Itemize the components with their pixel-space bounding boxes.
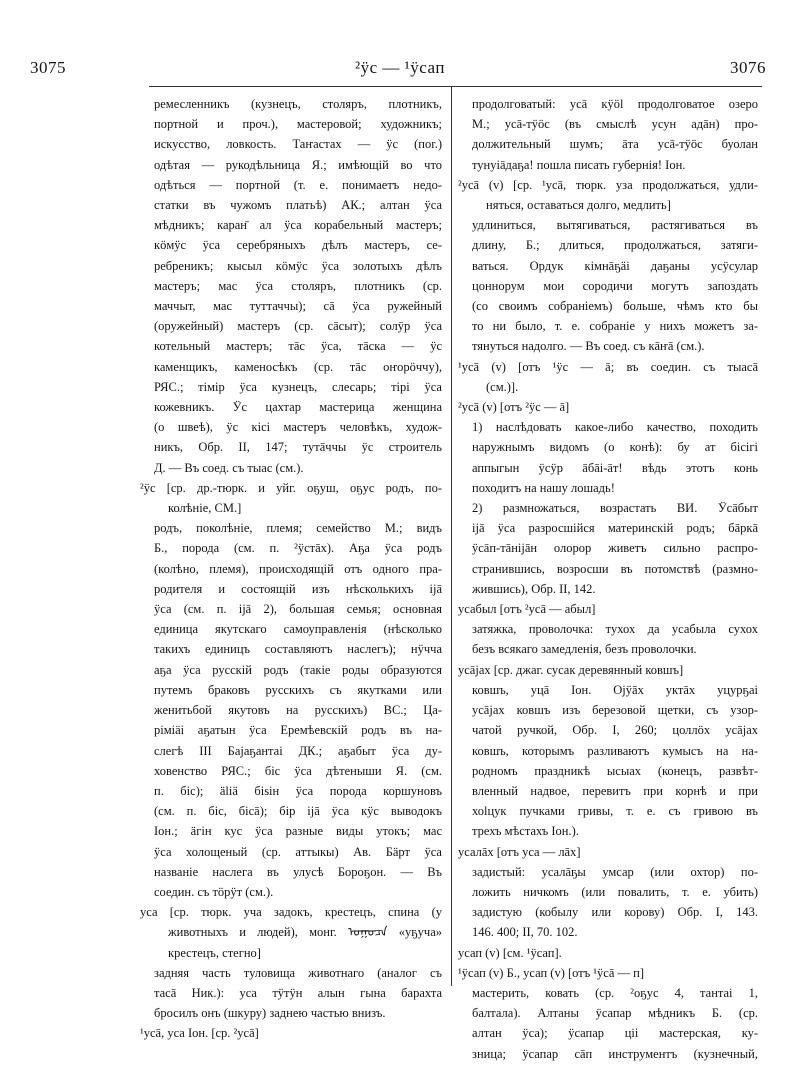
page-number-left: 3075 <box>30 58 66 77</box>
text-line: усājах ковшъ изъ березовой щетки, съ узор- <box>472 703 758 718</box>
text-line: ²ӱс [ср. др.-тюрк. и уйг. оҕуш, оҕус родъ, по- <box>140 480 442 495</box>
text-line: портной и проч.), мастеровой; художникъ; <box>154 117 442 132</box>
text-line: РЯС.; тімір ӱса кузнецъ, слесарь; тірі ӱса <box>154 379 442 394</box>
right-column <box>458 94 758 1064</box>
text-line: тянуться надолго. — Въ соед. съ кāҥā (см.). <box>472 339 705 354</box>
text-line: женитьбой якутовъ на русскихъ) ВС.; Ца- <box>154 703 442 718</box>
text-line: мастерить, ковать (ср. ²оҕус 4, тантаі 1, <box>472 985 758 1000</box>
text-line: (см. п. біс, бісā); бір іјā ӱса кӱс выводокъ <box>154 804 442 819</box>
text-line: статки въ чужомъ платьѣ) АК.; алтан ӱса <box>154 198 442 213</box>
text-line: іјā ӱса разросшійся материнскій родъ; бāркā <box>472 521 758 536</box>
text-line: ремесленникъ (кузнецъ, столяръ, плотникъ, <box>154 97 442 111</box>
text-line: ²усā (v) [отъ ²ӱс — ā] <box>458 400 570 415</box>
text-line: ковшъ, которымъ разливаютъ кумысъ на на- <box>472 743 758 758</box>
text-line: кӧмӱс ӱса серебряныхъ дѣлъ мастеръ, се- <box>154 238 442 253</box>
text-line: хоlцук пучками гривы, т. е. съ гривою въ <box>472 804 758 819</box>
text-line: родномъ праздникѣ ысыах (конецъ, развѣт- <box>472 763 758 778</box>
text-line: ховенство РЯС.; біс ӱса дѣтеныши Я. (см. <box>154 763 442 778</box>
text-line: ӱса (см. п. іјā 2), большая семья; основная <box>154 602 442 617</box>
text-line: п. біс); äliä біѕін ӱса порода коршуновъ <box>154 783 442 798</box>
text-line: затяжка, проволочка: тухох да усабыла сухох <box>472 622 758 637</box>
text-line: (колѣно, племя), происходящій отъ одного пра- <box>154 561 442 576</box>
text-line: мастеръ; мас ӱса столяръ, плотникъ (ср. <box>154 278 442 293</box>
text-line: бросилъ онъ (шкуру) заднею частью внизъ. <box>154 1006 386 1021</box>
text-line: колѣніе, СМ.] <box>168 501 242 516</box>
text-line: ¹усā (v) [отъ ¹ӱс — ā; въ соедин. съ тыасā <box>458 359 758 374</box>
text-line: искусство, ловкость. Таҥастах — ӱс (поr.) <box>154 137 442 152</box>
text-line: Іон.; äгін кус ӱса разные виды утокъ; мас <box>154 824 442 839</box>
text-line: ложить ничкомъ (или повалить, т. е. убить) <box>472 884 758 899</box>
text-line: ріміäі аҕатын ӱса Еремѣевскій родъ въ на- <box>154 723 442 738</box>
text-line: 146. 400; II, 70. 102. <box>472 925 578 940</box>
header-entry-range: ²ӱс — ¹ӱсап <box>355 58 445 77</box>
text-line: то ни было, т. е. собраніе у нихъ можетъ за- <box>472 319 758 334</box>
text-line: тасā Ник.): уса тӱтӱн алын гына барахта <box>154 985 442 1000</box>
text-line: зница; ӱсапар сāп инструментъ (кузнечный, <box>472 1046 758 1061</box>
text-line: одѣтая — рукодѣльница Я.; имѣющій во что <box>154 157 442 172</box>
text-line: ¹ӱсап (v) Б., усап (v) [отъ ¹ӱсā — п] <box>458 965 644 980</box>
text-line: няться, оставаться долго, медлить] <box>486 198 671 213</box>
text-line: 1) наслѣдовать какое-либо качество, походить <box>472 420 758 435</box>
text-line: путемъ браковъ русскихъ съ якутками или <box>154 682 442 697</box>
text-line: ӱсāп-тāнiјāн олорор живетъ сильно распро- <box>472 541 758 556</box>
text-line: животныхъ и людей), монг. ᠤᠭᠤᠴᠠ «уҕуча» <box>168 925 442 940</box>
text-line: крестецъ, стегно] <box>168 945 261 960</box>
text-line: 2) размножаться, возрастать ВИ. Ӱсāбыт <box>472 501 758 516</box>
text-line: безъ всякаго замедленія, безъ проволочки. <box>472 642 697 657</box>
text-line: продолговатый: усā кӱӧl продолговатое озеро <box>472 97 758 111</box>
text-line: М.; усā-тӱӧс (въ смыслѣ усун адāн) про- <box>472 117 758 132</box>
text-line: одѣться — портной (т. е. понимаетъ недо- <box>154 177 442 192</box>
text-line: задистый: усалāҕы умсар (или охтор) по- <box>472 864 758 879</box>
column-divider <box>451 86 452 986</box>
left-column <box>140 94 442 1044</box>
text-line: удлиниться, вытягиваться, растягиваться въ <box>472 218 758 233</box>
header-rule <box>149 86 762 87</box>
text-line: мѣдникъ; каран̄ ал ӱса корабельный мастеръ; <box>154 218 442 233</box>
text-line: Б., порода (см. п. ²ӱстāх). Аҕа ӱса родъ <box>154 541 442 556</box>
text-line: трехъ мѣстахъ Іон.). <box>472 824 579 839</box>
text-line: усап (v) [см. ¹ӱсап]. <box>458 945 562 960</box>
text-line: единица якутскаго самоуправленія (нѣсколько <box>154 622 442 637</box>
text-line: (со своимъ собраніемъ) больше, чѣмъ кто бы <box>472 299 758 314</box>
text-line: никъ, Обр. II, 147; тутāччы ӱс строитель <box>154 440 442 455</box>
text-line: ²усā (v) [ср. ¹усā, тюрк. уза продолжаться, удли- <box>458 177 758 192</box>
text-line: Д. — Въ соед. съ тыас (см.). <box>154 460 304 475</box>
text-line: ¹усā, уса Іон. [ср. ²усā] <box>140 1026 259 1041</box>
running-header <box>0 58 800 82</box>
text-line: задистую (кобылу или корову) Обр. I, 143. <box>472 905 758 920</box>
text-line: вленный надвое, перевитъ при корнѣ и при <box>472 783 758 798</box>
text-line: усалāх [отъ уса — лāх] <box>458 844 581 859</box>
text-line: странившись, возросши въ потомствѣ (размно- <box>472 561 758 576</box>
text-line: родителя и состоящій изъ нѣсколькихъ іјā <box>154 581 442 596</box>
text-line: должительный шумъ; āта усā-тӱӧс буолан <box>472 137 758 152</box>
text-line: чатой ручкой, Обр. I, 260; цоллӧх усājах <box>472 723 758 738</box>
text-line: балтала). Алтаны ӱсапар мѣдникъ Б. (ср. <box>472 1006 758 1021</box>
page-number-right: 3076 <box>730 58 766 77</box>
text-line: длину, Б.; длиться, продолжаться, затяги- <box>472 238 758 253</box>
text-line: кожевникъ. Ӱс цахтар мастерица женщина <box>154 400 442 415</box>
text-line: цоннорум мои сородичи могутъ запоздать <box>472 278 758 293</box>
text-line: тунуіāдаҕа! пошла писать губернія! Іон. <box>472 157 686 172</box>
text-line: соедин. съ тӧрӱт (см.). <box>154 884 274 899</box>
text-line: усабыл [отъ ²усā — абыл] <box>458 602 596 617</box>
text-line: аппыгын ӱсӱр āбāі-āт! вѣдь этотъ конь <box>472 460 758 475</box>
text-line: названіе наслега въ улусѣ Бороҕон. — Въ <box>154 864 442 879</box>
text-line: ребреникъ; кысыл кӧмӱс ӱса золотыхъ дѣлъ <box>154 258 442 273</box>
text-line: задняя часть туловища животнаго (аналог съ <box>154 965 442 980</box>
text-line: ӱса холощеный (ср. аттыкы) Ав. Бäрт ӱса <box>154 844 442 859</box>
text-line: маччыт, мас туттаччы); сā ӱса ружейный <box>154 299 442 314</box>
text-line: наружнымъ видомъ (о конѣ): бу ат бісігі <box>472 440 758 455</box>
text-line: родъ, поколѣніе, племя; семейство М.; видъ <box>154 521 442 536</box>
text-line: слегѣ III Баjаҕантаі ДК.; аҕабыт ӱса ду- <box>154 743 442 758</box>
text-line: алтан ӱса); ӱсапар ціі мастерская, ку- <box>472 1026 758 1041</box>
text-line: усājах [ср. джаг. сусак деревянный ковшъ] <box>458 662 684 677</box>
text-line: такихъ единицъ составляютъ наслегъ); нӱчча <box>154 642 442 657</box>
text-line: ваться. Ордук кімнāҕäі даҕаны усӱсулар <box>472 258 758 273</box>
text-line: аҕа ӱса русскій родъ (такіе роды образуются <box>154 662 442 677</box>
text-line: каменщикъ, каменосѣкъ (ср. тāс оҥорӧччу), <box>154 359 442 374</box>
text-line: (см.)]. <box>486 379 519 394</box>
text-line: походитъ на нашу лошадь! <box>472 480 615 495</box>
text-line: котельный мастеръ; тāс ӱса, тāска — ӱс <box>154 339 442 354</box>
text-line: (оружейный) мастеръ (ср. сāсыт); солӯр ӱса <box>154 319 442 334</box>
text-line: жившись), Обр. II, 142. <box>472 581 596 596</box>
text-line: уса [ср. тюрк. уча задокъ, крестецъ, спина (у <box>140 905 442 920</box>
text-line: (о швеѣ), ӱс кісі мастеръ человѣкъ, худож- <box>154 420 442 435</box>
text-line: ковшъ, уцā Іон. Оjӱāх уктāх уцурҕаі <box>472 682 758 697</box>
